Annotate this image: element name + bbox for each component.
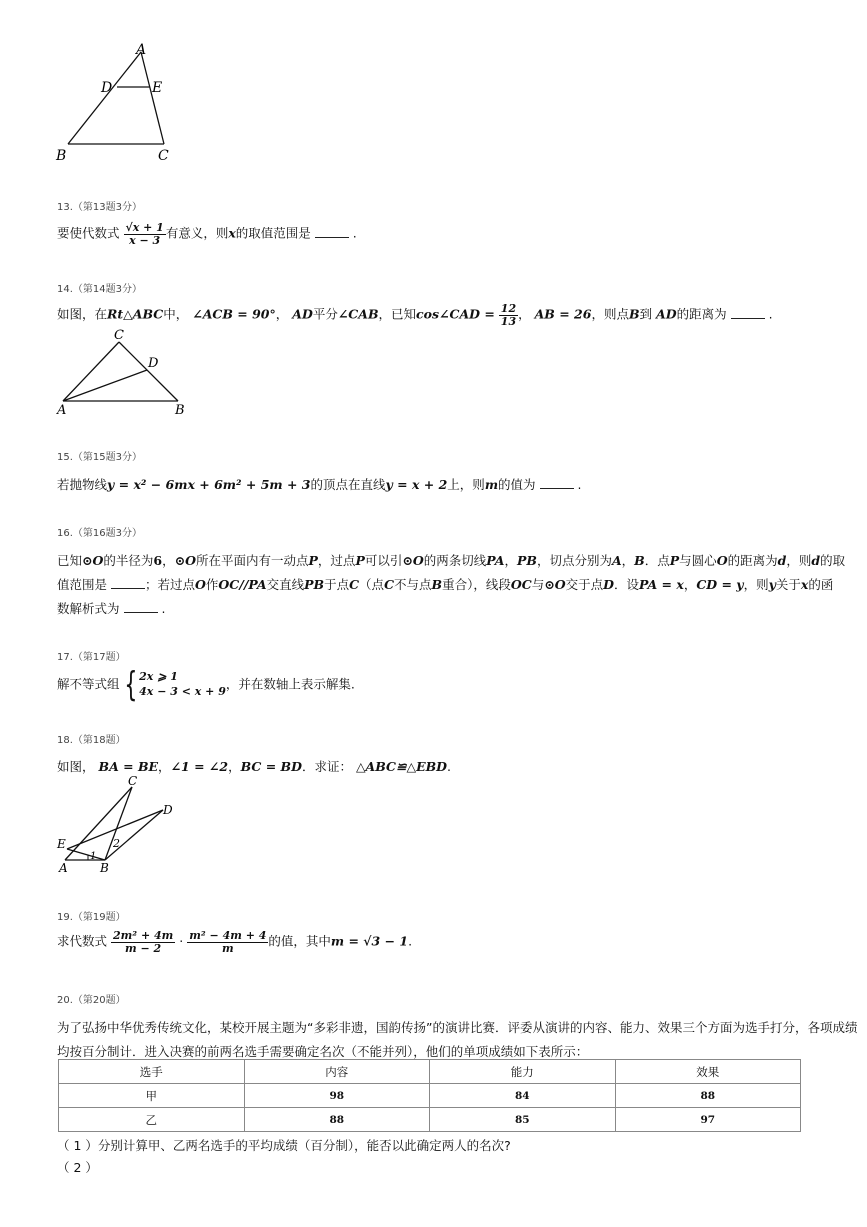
question-20-paragraph-1: 为了弘扬中华优秀传统文化，某校开展主题为“多彩非遗，国韵传扬”的演讲比赛．评委从演讲的内容、能力、效果三个方面为选手打分，各项成绩: [57, 1020, 858, 1035]
table-header: 内容: [244, 1060, 430, 1084]
label-B: B: [100, 861, 109, 875]
label-A: A: [59, 861, 68, 875]
question-18-text: 如图， BA = BE，∠1 = ∠2，BC = BD．求证： △ABC≌△EBD.: [57, 759, 451, 774]
table-cell: 88: [615, 1084, 801, 1108]
label-D: D: [101, 80, 113, 96]
question-13-label: 13.（第13题3分）: [57, 202, 142, 213]
answer-blank: [315, 227, 349, 238]
scores-table: [58, 1059, 801, 1132]
answer-blank: [111, 578, 145, 589]
question-19-text: 求代数式 $\frac{\text{2m² + 4m}}{m - 2}$ · $\frac{\text{m² − 4m + 4}}{m}$ 的值，其中m = √3 − 1.: [57, 929, 413, 955]
label-B: B: [56, 148, 67, 164]
fraction: $\frac{12}{13}$: [500, 302, 517, 328]
table-cell: 甲: [59, 1084, 245, 1108]
question-20-sub-2: （ 2 ）: [57, 1160, 98, 1175]
question-15-label: 15.（第15题3分）: [57, 452, 142, 463]
answer-blank: [124, 602, 158, 613]
question-19-label: 19.（第19题）: [57, 912, 126, 923]
label-C: C: [114, 328, 124, 343]
question-16-line-2: 值范围是 ；若过点O作OC//PA交直线PB于点C（点C不与点B重合），线段OC与⊙O交于点D．设PA = x，CD = y，则y关于x的函: [57, 577, 834, 592]
question-16-line-1: 已知⊙O的半径为6，⊙O所在平面内有一动点P，过点P可以引⊙O的两条切线PA，PB，切点分别为A，B．点P与圆心O的距离为d，则d的取: [57, 553, 846, 568]
table-cell: 88: [244, 1108, 430, 1132]
table-cell: 乙: [59, 1108, 245, 1132]
question-14-text: 如图，在Rt△ABC中， ∠ACB = 90°， AD平分∠CAB，已知cos∠CAD = $\frac{12}{13}$ ， AB = 26，则点B到 AD的距离为 .: [57, 302, 773, 328]
question-20-label: 20.（第20题）: [57, 995, 126, 1006]
fraction: $\frac{\text{2m² + 4m}}{m - 2}$: [113, 929, 174, 955]
label-B: B: [175, 403, 185, 417]
table-row: [59, 1108, 801, 1132]
label-D: D: [148, 356, 159, 371]
answer-blank: [540, 478, 574, 489]
question-17-text: 解不等式组 { 2x ⩾ 1 4x − 3 < x + 9 ，并在数轴上表示解集.: [57, 665, 355, 705]
question-18-label: 18.（第18题）: [57, 735, 126, 746]
label-E: E: [152, 80, 163, 96]
label-A: A: [57, 403, 67, 417]
figure-triangle-de: [50, 40, 190, 170]
table-row: [59, 1084, 801, 1108]
label-E: E: [57, 837, 66, 851]
label-A: A: [136, 42, 147, 58]
fraction: $\frac{\text{m² − 4m + 4}}{m}$: [189, 929, 267, 955]
table-header-row: [59, 1060, 801, 1084]
question-15-text: 若抛物线y = x² − 6mx + 6m² + 5m + 3的顶点在直线y = x + 2上，则m的值为 .: [57, 477, 582, 492]
label-D: D: [163, 803, 173, 817]
table-header: 选手: [59, 1060, 245, 1084]
question-16-line-3: 数解析式为 .: [57, 601, 166, 616]
table-cell: 97: [615, 1108, 801, 1132]
question-17-label: 17.（第17题）: [57, 652, 126, 663]
label-C: C: [128, 775, 138, 788]
question-13-text: 要使代数式 $\frac{√x + 1}{x - 3}$ 有意义，则x的取值范围是 .: [57, 221, 357, 247]
label-C: C: [158, 148, 169, 164]
table-cell: 98: [244, 1084, 430, 1108]
table-header: 效果: [615, 1060, 801, 1084]
question-16-label: 16.（第16题3分）: [57, 528, 142, 539]
table-header: 能力: [430, 1060, 616, 1084]
angle-1-label: 1: [90, 851, 97, 862]
question-20-sub-1: （ 1 ）分别计算甲、乙两名选手的平均成绩（百分制），能否以此确定两人的名次?: [57, 1138, 511, 1153]
answer-blank: [731, 308, 765, 319]
angle-2-label: 2: [113, 837, 120, 850]
inequality-system: { 2x ⩾ 1 4x − 3 < x + 9: [123, 665, 226, 705]
question-20-paragraph-2: 均按百分制计．进入决赛的前两名选手需要确定名次（不能并列），他们的单项成绩如下表所示：: [57, 1044, 589, 1059]
question-14-label: 14.（第14题3分）: [57, 284, 142, 295]
fraction: $\frac{√x + 1}{x - 3}$: [125, 221, 164, 247]
figure-congruent-triangles: [55, 775, 180, 875]
table-cell: 84: [430, 1084, 616, 1108]
table-cell: 85: [430, 1108, 616, 1132]
figure-triangle-acd: [55, 325, 195, 417]
